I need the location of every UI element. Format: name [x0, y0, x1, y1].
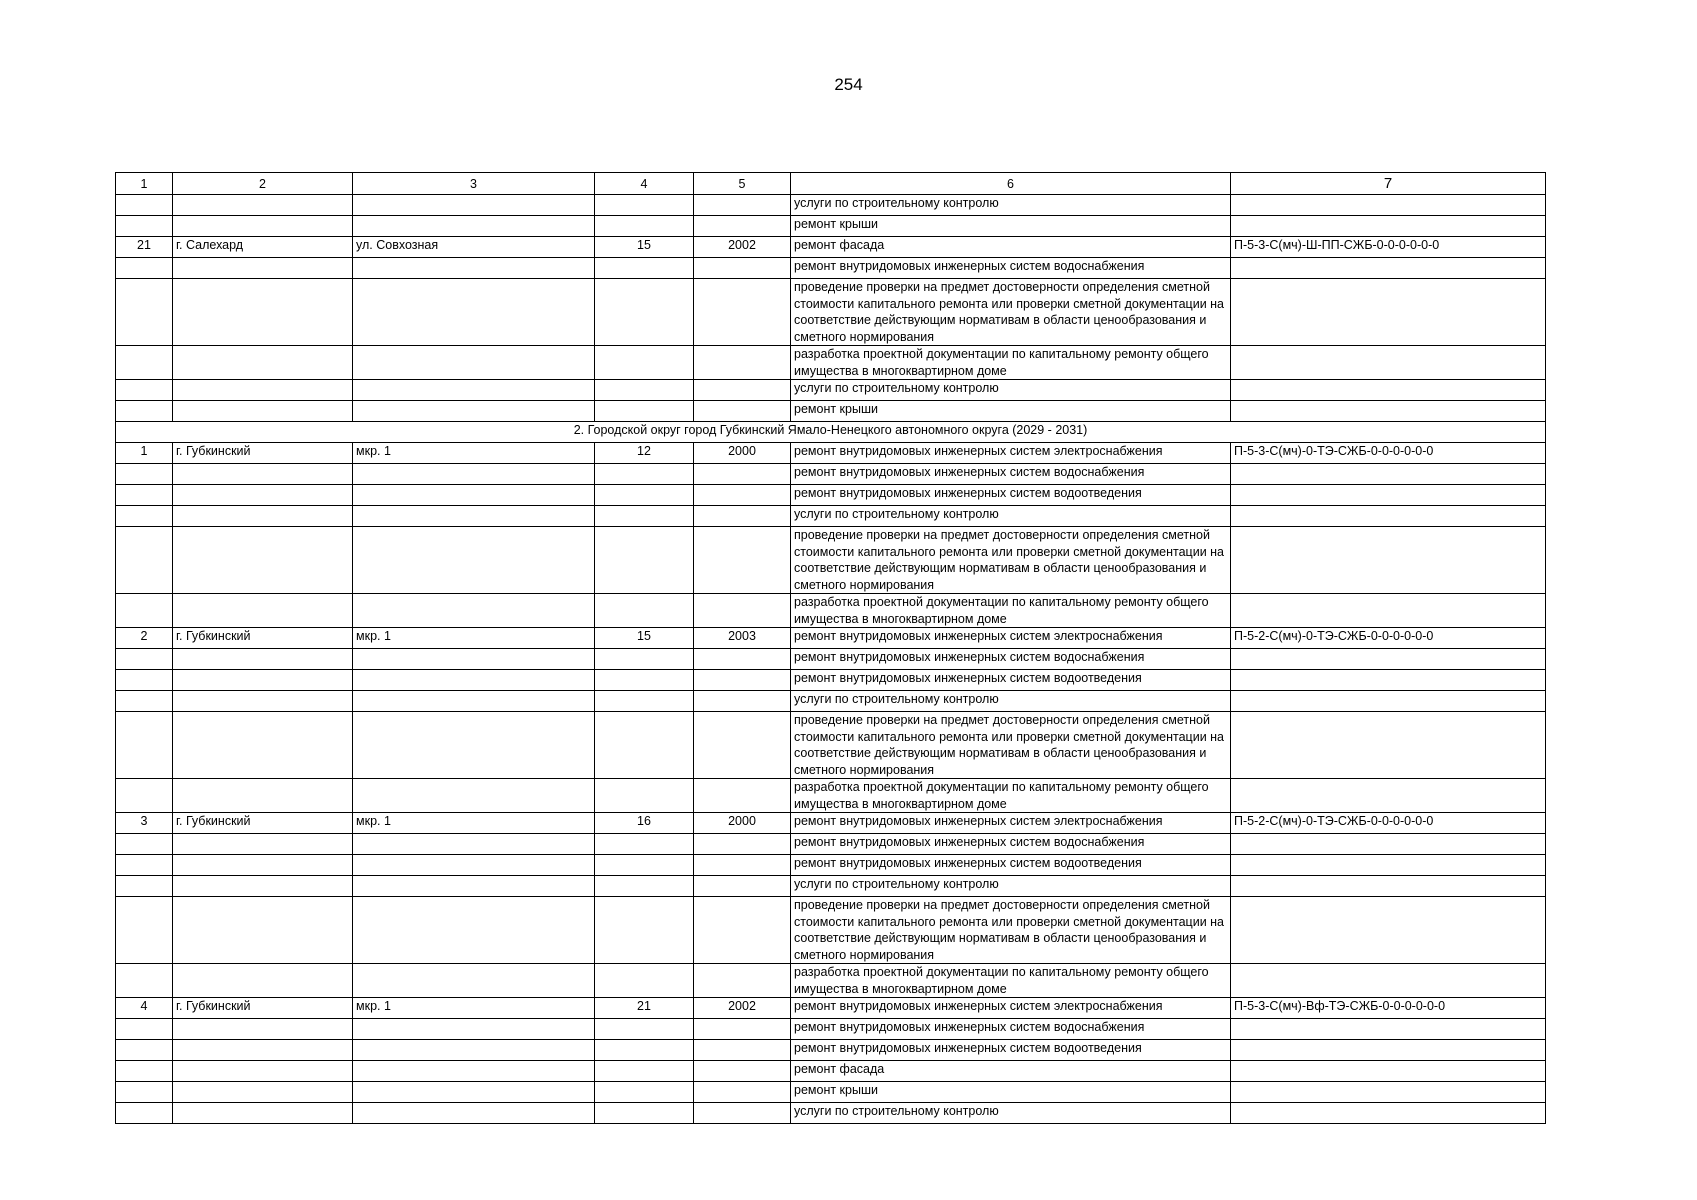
work-type-cell: разработка проектной документации по капитальному ремонту общего имущества в многоквартирном доме [791, 779, 1231, 813]
building-code-cell [1231, 195, 1546, 216]
building-code-cell [1231, 670, 1546, 691]
city-cell [173, 401, 353, 422]
house-number-cell [595, 258, 694, 279]
row-number-cell [116, 964, 173, 998]
row-number-cell [116, 258, 173, 279]
building-code-cell [1231, 834, 1546, 855]
city-cell [173, 1040, 353, 1061]
row-number-cell [116, 1061, 173, 1082]
row-number-cell [116, 380, 173, 401]
city-cell [173, 897, 353, 964]
work-type-cell: разработка проектной документации по капитальному ремонту общего имущества в многоквартирном доме [791, 964, 1231, 998]
building-code-cell [1231, 964, 1546, 998]
house-number-cell [595, 380, 694, 401]
year-cell [694, 464, 791, 485]
year-cell [694, 834, 791, 855]
building-code-cell [1231, 1082, 1546, 1103]
year-cell [694, 876, 791, 897]
row-number-cell [116, 506, 173, 527]
column-header: 4 [595, 173, 694, 195]
street-cell [353, 1061, 595, 1082]
table-row [116, 485, 1546, 506]
house-number-cell [595, 964, 694, 998]
city-cell [173, 712, 353, 779]
table-row [116, 628, 1546, 649]
work-type-cell: ремонт внутридомовых инженерных систем электроснабжения [791, 998, 1231, 1019]
house-number-cell [595, 594, 694, 628]
building-code-cell [1231, 346, 1546, 380]
page-number: 254 [834, 75, 863, 94]
section-row [116, 422, 1546, 443]
city-cell [173, 594, 353, 628]
house-number-cell: 16 [595, 813, 694, 834]
building-code-cell: П-5-3-С(мч)-Вф-ТЭ-СЖБ-0-0-0-0-0-0 [1231, 998, 1546, 1019]
work-type-cell: услуги по строительному контролю [791, 691, 1231, 712]
street-cell [353, 527, 595, 594]
table-row [116, 237, 1546, 258]
house-number-cell [595, 691, 694, 712]
work-type-cell: ремонт внутридомовых инженерных систем водоснабжения [791, 258, 1231, 279]
work-type-cell: проведение проверки на предмет достоверности определения сметной стоимости капитального ремонта или проверки сметной документации на соответствие действующим нормативам в области ценообразования и сметного нормирования [791, 279, 1231, 346]
house-number-cell: 12 [595, 443, 694, 464]
work-type-cell: услуги по строительному контролю [791, 380, 1231, 401]
building-code-cell [1231, 506, 1546, 527]
year-cell [694, 1040, 791, 1061]
row-number-cell [116, 401, 173, 422]
table-row [116, 279, 1546, 346]
city-cell [173, 876, 353, 897]
table-row [116, 443, 1546, 464]
building-code-cell [1231, 594, 1546, 628]
work-type-cell: ремонт внутридомовых инженерных систем водоотведения [791, 670, 1231, 691]
year-cell [694, 527, 791, 594]
row-number-cell: 2 [116, 628, 173, 649]
street-cell [353, 216, 595, 237]
city-cell [173, 258, 353, 279]
year-cell [694, 712, 791, 779]
house-number-cell [595, 464, 694, 485]
building-code-cell [1231, 216, 1546, 237]
row-number-cell [116, 1019, 173, 1040]
house-number-cell [595, 876, 694, 897]
column-header: 2 [173, 173, 353, 195]
work-type-cell: проведение проверки на предмет достоверности определения сметной стоимости капитального ремонта или проверки сметной документации на соответствие действующим нормативам в области ценообразования и сметного нормирования [791, 527, 1231, 594]
street-cell: ул. Совхозная [353, 237, 595, 258]
street-cell [353, 834, 595, 855]
building-code-cell [1231, 649, 1546, 670]
work-type-cell: разработка проектной документации по капитальному ремонту общего имущества в многоквартирном доме [791, 594, 1231, 628]
building-code-cell [1231, 401, 1546, 422]
house-number-cell [595, 506, 694, 527]
row-number-cell [116, 855, 173, 876]
year-cell: 2000 [694, 443, 791, 464]
table-row [116, 876, 1546, 897]
work-type-cell: ремонт внутридомовых инженерных систем электроснабжения [791, 813, 1231, 834]
work-type-cell: разработка проектной документации по капитальному ремонту общего имущества в многоквартирном доме [791, 346, 1231, 380]
city-cell [173, 279, 353, 346]
year-cell [694, 897, 791, 964]
city-cell [173, 1061, 353, 1082]
street-cell [353, 1040, 595, 1061]
year-cell [694, 258, 791, 279]
row-number-cell: 4 [116, 998, 173, 1019]
city-cell [173, 691, 353, 712]
row-number-cell [116, 279, 173, 346]
row-number-cell [116, 485, 173, 506]
row-number-cell [116, 1103, 173, 1124]
city-cell [173, 779, 353, 813]
work-type-cell: ремонт фасада [791, 237, 1231, 258]
house-number-cell [595, 855, 694, 876]
building-code-cell [1231, 380, 1546, 401]
table-row [116, 691, 1546, 712]
table-row [116, 1040, 1546, 1061]
city-cell: г. Губкинский [173, 443, 353, 464]
street-cell [353, 506, 595, 527]
table-row [116, 1061, 1546, 1082]
street-cell [353, 779, 595, 813]
city-cell [173, 380, 353, 401]
house-number-cell [595, 1061, 694, 1082]
city-cell: г. Губкинский [173, 998, 353, 1019]
table-row [116, 506, 1546, 527]
street-cell [353, 279, 595, 346]
city-cell [173, 216, 353, 237]
year-cell [694, 1061, 791, 1082]
house-number-cell [595, 1103, 694, 1124]
table-row [116, 670, 1546, 691]
building-code-cell [1231, 464, 1546, 485]
city-cell [173, 506, 353, 527]
work-type-cell: ремонт крыши [791, 216, 1231, 237]
building-code-cell [1231, 1040, 1546, 1061]
city-cell [173, 485, 353, 506]
row-number-cell: 1 [116, 443, 173, 464]
year-cell [694, 1103, 791, 1124]
house-number-cell [595, 779, 694, 813]
house-number-cell [595, 216, 694, 237]
row-number-cell [116, 670, 173, 691]
year-cell [694, 779, 791, 813]
year-cell: 2002 [694, 237, 791, 258]
city-cell [173, 1019, 353, 1040]
row-number-cell [116, 346, 173, 380]
city-cell [173, 855, 353, 876]
street-cell [353, 346, 595, 380]
building-code-cell [1231, 1061, 1546, 1082]
street-cell [353, 855, 595, 876]
building-code-cell: П-5-3-С(мч)-0-ТЭ-СЖБ-0-0-0-0-0-0 [1231, 443, 1546, 464]
work-type-cell: услуги по строительному контролю [791, 506, 1231, 527]
building-code-cell: П-5-3-С(мч)-Ш-ПП-СЖБ-0-0-0-0-0-0 [1231, 237, 1546, 258]
work-type-cell: ремонт внутридомовых инженерных систем водоснабжения [791, 649, 1231, 670]
year-cell [694, 279, 791, 346]
city-cell [173, 346, 353, 380]
column-header: 1 [116, 173, 173, 195]
row-number-cell [116, 649, 173, 670]
row-number-cell [116, 712, 173, 779]
street-cell [353, 258, 595, 279]
row-number-cell [116, 876, 173, 897]
street-cell [353, 712, 595, 779]
city-cell: г. Салехард [173, 237, 353, 258]
table-row [116, 594, 1546, 628]
street-cell [353, 897, 595, 964]
table-row [116, 897, 1546, 964]
table-row [116, 401, 1546, 422]
year-cell: 2003 [694, 628, 791, 649]
city-cell [173, 834, 353, 855]
house-number-cell [595, 1019, 694, 1040]
table-row [116, 712, 1546, 779]
house-number-cell [595, 527, 694, 594]
work-type-cell: ремонт крыши [791, 401, 1231, 422]
work-type-cell: услуги по строительному контролю [791, 1103, 1231, 1124]
house-number-cell [595, 1040, 694, 1061]
year-cell [694, 691, 791, 712]
house-number-cell [595, 401, 694, 422]
work-type-cell: ремонт внутридомовых инженерных систем электроснабжения [791, 628, 1231, 649]
year-cell [694, 649, 791, 670]
street-cell: мкр. 1 [353, 628, 595, 649]
column-header: 5 [694, 173, 791, 195]
building-code-cell [1231, 1103, 1546, 1124]
table-row [116, 834, 1546, 855]
street-cell [353, 964, 595, 998]
city-cell: г. Губкинский [173, 628, 353, 649]
row-number-cell [116, 594, 173, 628]
table-row [116, 346, 1546, 380]
year-cell [694, 380, 791, 401]
work-type-cell: услуги по строительному контролю [791, 876, 1231, 897]
year-cell: 2000 [694, 813, 791, 834]
house-number-cell [595, 670, 694, 691]
work-type-cell: ремонт внутридомовых инженерных систем водоснабжения [791, 1019, 1231, 1040]
table-row [116, 964, 1546, 998]
work-type-cell: ремонт внутридомовых инженерных систем водоотведения [791, 485, 1231, 506]
table-row [116, 1019, 1546, 1040]
table-row [116, 1082, 1546, 1103]
year-cell: 2002 [694, 998, 791, 1019]
year-cell [694, 670, 791, 691]
house-number-cell [595, 485, 694, 506]
row-number-cell: 3 [116, 813, 173, 834]
year-cell [694, 855, 791, 876]
street-cell: мкр. 1 [353, 813, 595, 834]
street-cell [353, 401, 595, 422]
work-type-cell: ремонт внутридомовых инженерных систем водоснабжения [791, 464, 1231, 485]
section-title: 2. Городской округ город Губкинский Ямало-Ненецкого автономного округа (2029 - 2031) [116, 422, 1546, 443]
row-number-cell [116, 1082, 173, 1103]
street-cell [353, 485, 595, 506]
work-type-cell: проведение проверки на предмет достоверности определения сметной стоимости капитального ремонта или проверки сметной документации на соответствие действующим нормативам в области ценообразования и сметного нормирования [791, 897, 1231, 964]
row-number-cell [116, 691, 173, 712]
street-cell [353, 1082, 595, 1103]
row-number-cell [116, 464, 173, 485]
house-number-cell [595, 1082, 694, 1103]
building-code-cell [1231, 855, 1546, 876]
table-row [116, 813, 1546, 834]
building-code-cell [1231, 279, 1546, 346]
house-number-cell: 21 [595, 998, 694, 1019]
building-code-cell [1231, 485, 1546, 506]
work-type-cell: ремонт внутридомовых инженерных систем водоотведения [791, 855, 1231, 876]
table-row [116, 464, 1546, 485]
year-cell [694, 346, 791, 380]
row-number-cell [116, 897, 173, 964]
table-row [116, 855, 1546, 876]
row-number-cell [116, 779, 173, 813]
city-cell [173, 1082, 353, 1103]
work-type-cell: ремонт фасада [791, 1061, 1231, 1082]
building-code-cell [1231, 779, 1546, 813]
house-number-cell [595, 279, 694, 346]
house-number-cell [595, 897, 694, 964]
city-cell: г. Губкинский [173, 813, 353, 834]
row-number-cell [116, 834, 173, 855]
house-number-cell [595, 649, 694, 670]
city-cell [173, 1103, 353, 1124]
building-code-cell [1231, 527, 1546, 594]
table-row [116, 258, 1546, 279]
city-cell [173, 195, 353, 216]
street-cell [353, 691, 595, 712]
column-header: 6 [791, 173, 1231, 195]
city-cell [173, 964, 353, 998]
row-number-cell [116, 527, 173, 594]
table-row [116, 527, 1546, 594]
table-row [116, 216, 1546, 237]
work-type-cell: проведение проверки на предмет достоверности определения сметной стоимости капитального ремонта или проверки сметной документации на соответствие действующим нормативам в области ценообразования и сметного нормирования [791, 712, 1231, 779]
column-header: 3 [353, 173, 595, 195]
work-type-cell: ремонт внутридомовых инженерных систем водоснабжения [791, 834, 1231, 855]
house-number-cell [595, 712, 694, 779]
column-header: 7 [1231, 173, 1546, 195]
house-number-cell [595, 346, 694, 380]
table-row [116, 649, 1546, 670]
work-type-cell: ремонт внутридомовых инженерных систем водоотведения [791, 1040, 1231, 1061]
street-cell [353, 670, 595, 691]
year-cell [694, 401, 791, 422]
row-number-cell [116, 195, 173, 216]
row-number-cell [116, 1040, 173, 1061]
year-cell [694, 594, 791, 628]
city-cell [173, 464, 353, 485]
table-row [116, 1103, 1546, 1124]
street-cell [353, 1019, 595, 1040]
year-cell [694, 1019, 791, 1040]
house-number-cell: 15 [595, 237, 694, 258]
building-code-cell [1231, 258, 1546, 279]
street-cell [353, 380, 595, 401]
year-cell [694, 485, 791, 506]
city-cell [173, 670, 353, 691]
street-cell [353, 649, 595, 670]
city-cell [173, 527, 353, 594]
row-number-cell: 21 [116, 237, 173, 258]
building-code-cell: П-5-2-С(мч)-0-ТЭ-СЖБ-0-0-0-0-0-0 [1231, 813, 1546, 834]
street-cell: мкр. 1 [353, 443, 595, 464]
building-code-cell: П-5-2-С(мч)-0-ТЭ-СЖБ-0-0-0-0-0-0 [1231, 628, 1546, 649]
building-code-cell [1231, 897, 1546, 964]
house-number-cell [595, 195, 694, 216]
city-cell [173, 649, 353, 670]
row-number-cell [116, 216, 173, 237]
building-code-cell [1231, 876, 1546, 897]
building-code-cell [1231, 712, 1546, 779]
year-cell [694, 195, 791, 216]
street-cell [353, 195, 595, 216]
street-cell: мкр. 1 [353, 998, 595, 1019]
capital-repair-table [115, 172, 1546, 1124]
table-row [116, 195, 1546, 216]
street-cell [353, 876, 595, 897]
table-row [116, 779, 1546, 813]
year-cell [694, 1082, 791, 1103]
house-number-cell [595, 834, 694, 855]
table-header [116, 173, 1546, 195]
table-body [116, 195, 1546, 1124]
work-type-cell: услуги по строительному контролю [791, 195, 1231, 216]
table-row [116, 998, 1546, 1019]
year-cell [694, 964, 791, 998]
street-cell [353, 1103, 595, 1124]
year-cell [694, 506, 791, 527]
table-row [116, 380, 1546, 401]
street-cell [353, 464, 595, 485]
building-code-cell [1231, 691, 1546, 712]
work-type-cell: ремонт внутридомовых инженерных систем электроснабжения [791, 443, 1231, 464]
building-code-cell [1231, 1019, 1546, 1040]
house-number-cell: 15 [595, 628, 694, 649]
work-type-cell: ремонт крыши [791, 1082, 1231, 1103]
year-cell [694, 216, 791, 237]
street-cell [353, 594, 595, 628]
